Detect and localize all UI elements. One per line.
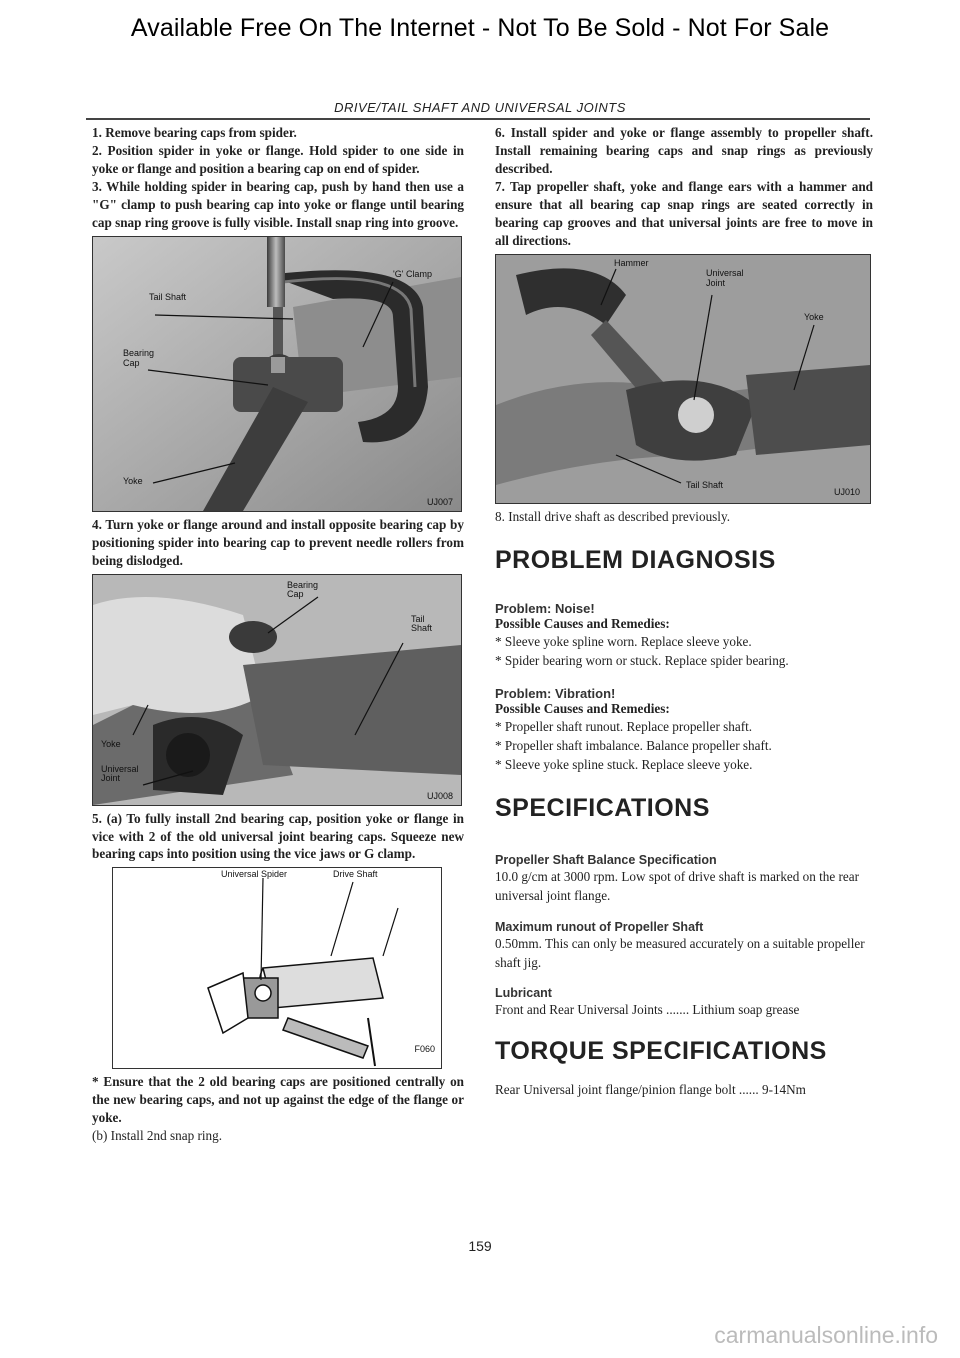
step-8: 8. Install drive shaft as described previously. bbox=[495, 508, 730, 524]
figure-code-3: F060 bbox=[414, 1044, 435, 1055]
figure-code: UJ007 bbox=[426, 496, 453, 507]
step-6: 6. Install spider and yoke or flange assembly to propeller shaft. Install remaining bearing caps and snap rings as previously described. bbox=[495, 125, 873, 176]
problem-vibration bbox=[495, 686, 873, 774]
figure-vice-drawing bbox=[112, 867, 442, 1069]
hammer-illustration bbox=[496, 255, 870, 503]
remedy-item: * Propeller shaft runout. Replace propeller shaft. bbox=[495, 718, 753, 734]
label-universal-joint: Universal Joint bbox=[101, 763, 139, 784]
spec-runout bbox=[495, 920, 873, 972]
page-number: 159 bbox=[468, 1238, 492, 1254]
figure-code-2: UJ008 bbox=[426, 790, 453, 801]
left-column bbox=[92, 124, 464, 1145]
right-column bbox=[495, 124, 873, 1099]
step-4: 4. Turn yoke or flange around and install opposite bearing cap by positioning spider into bearing cap to prevent needle rollers from being dislodged. bbox=[92, 516, 464, 568]
spec-lubricant bbox=[495, 986, 873, 1019]
torque-line: Rear Universal joint flange/pinion flange bolt ...... 9-14Nm bbox=[495, 1082, 806, 1098]
label-drive-shaft: Drive Shaft bbox=[333, 869, 378, 880]
svg-text:'G' Clamp: 'G' Clamp bbox=[393, 268, 432, 279]
footer-watermark: carmanualsonline.info bbox=[714, 1322, 938, 1348]
figure-code-4: UJ010 bbox=[833, 486, 860, 497]
label-tail-shaft: Tail Shaft bbox=[149, 291, 187, 302]
spec-balance bbox=[495, 853, 873, 905]
causes-head: Possible Causes and Remedies: bbox=[495, 615, 670, 631]
problem-diagnosis-heading: PROBLEM DIAGNOSIS bbox=[495, 545, 776, 574]
running-head: DRIVE/TAIL SHAFT AND UNIVERSAL JOINTS bbox=[334, 100, 626, 115]
label-yoke: Yoke bbox=[123, 475, 143, 486]
torque-specifications-heading: TORQUE SPECIFICATIONS bbox=[495, 1037, 827, 1066]
figure-bearing-cap-install bbox=[92, 574, 462, 806]
causes-head: Possible Causes and Remedies: bbox=[495, 700, 670, 716]
figure-g-clamp bbox=[92, 236, 462, 512]
specifications-heading: SPECIFICATIONS bbox=[495, 794, 710, 823]
step-2: 2. Position spider in yoke or flange. Hold spider to one side in yoke or flange and position a bearing cap on end of spider. bbox=[92, 142, 464, 176]
remedy-item: * Sleeve yoke spline stuck. Replace sleeve yoke. bbox=[495, 757, 753, 773]
spec-heading: Propeller Shaft Balance Specification bbox=[495, 853, 717, 868]
figure-hammer bbox=[495, 254, 871, 504]
label-universal-spider: Universal Spider bbox=[221, 869, 288, 880]
spec-text: Front and Rear Universal Joints ....... Lithium soap grease bbox=[495, 1001, 800, 1017]
spec-heading: Maximum runout of Propeller Shaft bbox=[495, 919, 704, 934]
problem-noise bbox=[495, 601, 873, 670]
label-universal-joint-2: Universal Joint bbox=[706, 267, 744, 288]
remedy-item: * Spider bearing worn or stuck. Replace spider bearing. bbox=[495, 652, 789, 668]
vice-line-drawing bbox=[113, 868, 441, 1068]
remedy-item: * Sleeve yoke spline worn. Replace sleeve yoke. bbox=[495, 633, 752, 649]
remedy-item: * Propeller shaft imbalance. Balance propeller shaft. bbox=[495, 738, 772, 754]
step-5-note: * Ensure that the 2 old bearing caps are positioned centrally on the new bearing caps, and not up against the edge of the flange or yoke. bbox=[92, 1074, 464, 1126]
header-rule bbox=[86, 118, 870, 120]
problem-title: Problem: Noise! bbox=[495, 600, 595, 616]
step-5a: 5. (a) To fully install 2nd bearing cap, position yoke or flange in vice with 2 of the old universal joint bearing caps. Squeeze new bearing caps into position using the vice jaws or G clamp. bbox=[92, 810, 464, 862]
problem-title: Problem: Vibration! bbox=[495, 685, 616, 701]
label-yoke-3: Yoke bbox=[804, 311, 824, 322]
step-1: 1. Remove bearing caps from spider. bbox=[92, 125, 297, 140]
label-yoke-2: Yoke bbox=[101, 738, 121, 749]
label-tail-shaft-3: Tail Shaft bbox=[686, 479, 724, 490]
step-5b: (b) Install 2nd snap ring. bbox=[92, 1128, 223, 1144]
spec-heading: Lubricant bbox=[495, 985, 552, 1000]
step-7: 7. Tap propeller shaft, yoke and flange ears with a hammer and ensure that all bearing cap snap rings are seated correctly in bearing cap grooves and that universal joints are free to move in all directions. bbox=[495, 178, 873, 248]
spec-text: 0.50mm. This can only be measured accurately on a suitable propeller shaft jig. bbox=[495, 935, 865, 970]
label-bearing-cap-2: Bearing Cap bbox=[287, 579, 319, 600]
step-3: 3. While holding spider in bearing cap, push by hand then use a "G" clamp to push bearing cap into yoke or flange until bearing cap snap ring groove is fully visible. Install snap ring into groove. bbox=[92, 178, 464, 230]
watermark-banner: Available Free On The Internet - Not To Be Sold - Not For Sale bbox=[130, 14, 830, 42]
spec-text: 10.0 g/cm at 3000 rpm. Low spot of drive shaft is marked on the rear universal joint flange. bbox=[495, 869, 860, 904]
label-hammer: Hammer bbox=[614, 257, 649, 268]
g-clamp-illustration bbox=[93, 237, 461, 511]
label-tail-shaft-2: Tail Shaft bbox=[411, 613, 433, 634]
label-bearing-cap: Bearing Cap bbox=[123, 347, 155, 368]
